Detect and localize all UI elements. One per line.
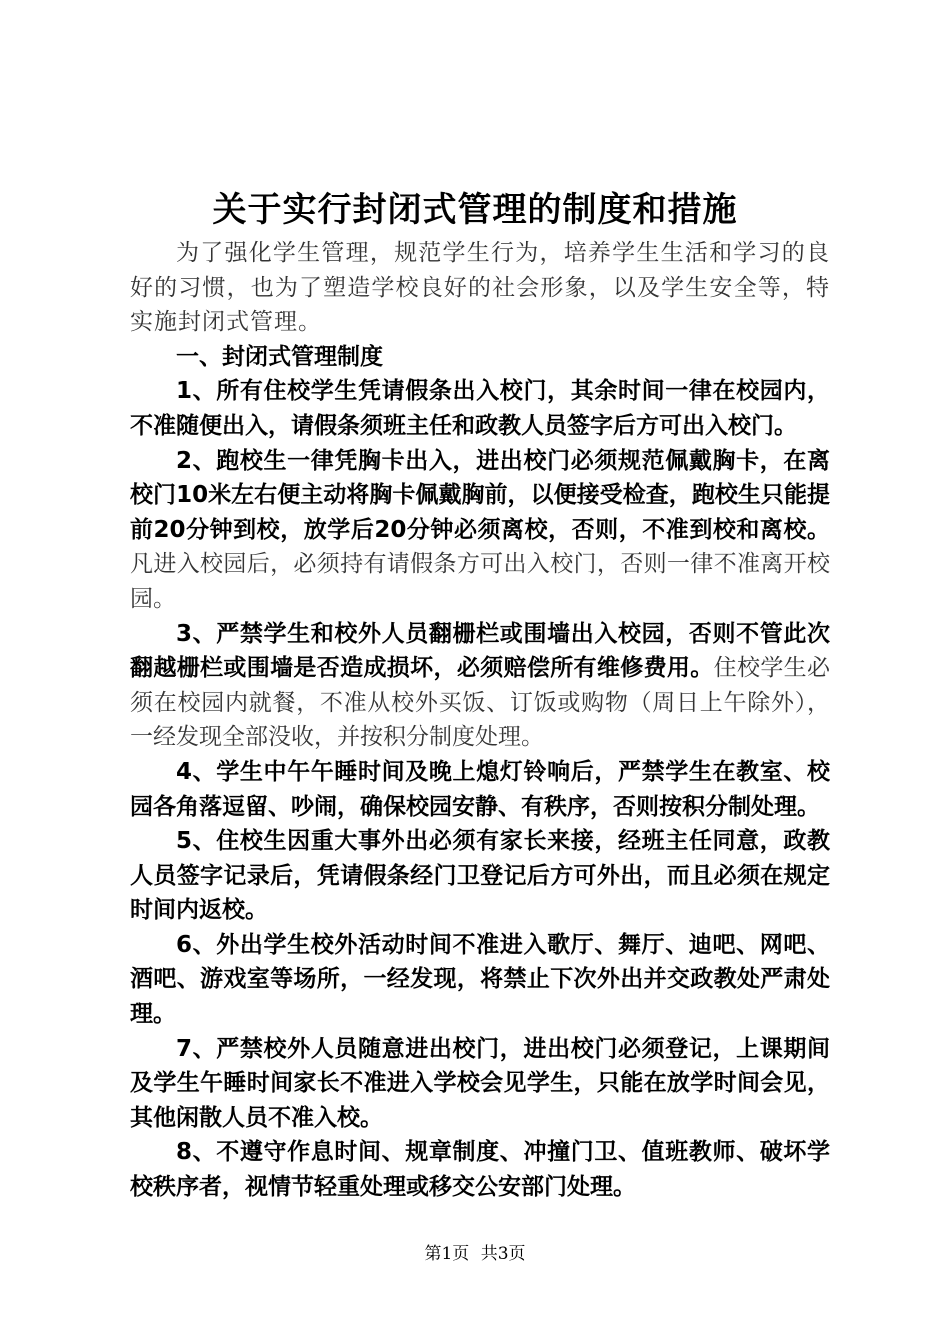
rule-paragraph-2 xyxy=(130,444,830,617)
rule-text: 1、所有住校学生凭请假条出入校门，其余时间一律在校园内，不准随便出入，请假条须班主任和政教人员签字后方可出入校门。 xyxy=(130,378,830,439)
rule-text: 8、不遵守作息时间、规章制度、冲撞门卫、值班教师、破坏学校秩序者，视情节轻重处理或移交公安部门处理。 xyxy=(130,1139,830,1201)
rule-text: 7、严禁校外人员随意进出校门，进出校门必须登记，上课期间及学生午睡时间家长不准进入学校会见学生，只能在放学时间会见，其他闲散人员不准入校。 xyxy=(130,1035,830,1131)
rule-paragraph-5 xyxy=(130,824,830,928)
rule-paragraph-1 xyxy=(130,374,830,443)
rule-paragraph-3 xyxy=(130,617,830,755)
rule-paragraph-8 xyxy=(130,1135,830,1204)
intro-paragraph: 为了强化学生管理，规范学生行为，培养学生生活和学习的良好的习惯，也为了塑造学校良好的社会形象，以及学生安全等，特实施封闭式管理。 xyxy=(130,240,830,336)
section-heading: 一、封闭式管理制度 xyxy=(176,343,383,370)
rule-paragraph-7 xyxy=(130,1032,830,1136)
rule-text: 3、严禁学生和校外人员翻栅栏或围墙出入校园，否则不管此次翻越栅栏或围墙是否造成损坏，必须赔偿所有维修费用。 xyxy=(130,620,830,682)
page-number: 第1页 xyxy=(424,1244,470,1264)
rule-text: 5、住校生因重大事外出必须有家长来接，经班主任同意，政教人员签字记录后，凭请假条经门卫登记后方可外出，而且必须在规定时间内返校。 xyxy=(130,828,830,924)
rule-paragraph-6 xyxy=(130,928,830,1032)
rule-paragraph-4 xyxy=(130,755,830,824)
rule-text: 4、学生中午午睡时间及晚上熄灯铃响后，严禁学生在教室、校园各角落逗留、吵闹，确保校园安静、有秩序，否则按积分制处理。 xyxy=(130,758,830,820)
rule-text: 2、跑校生一律凭胸卡出入，进出校门必须规范佩戴胸卡，在离校门10米左右便主动将胸卡佩戴胸前，以便接受检查，跑校生只能提前20分钟到校，放学后20分钟必须离校，否则，不准到校和离校。 xyxy=(130,447,830,543)
rule-extra-text: 凡进入校园后，必须持有请假条方可出入校门，否则一律不准离开校园。 xyxy=(130,551,830,612)
document-title: 关于实行封闭式管理的制度和措施 xyxy=(212,190,738,230)
page-total: 共3页 xyxy=(480,1244,526,1264)
page-footer xyxy=(0,1242,950,1266)
rule-text: 6、外出学生校外活动时间不准进入歌厅、舞厅、迪吧、网吧、酒吧、游戏室等场所，一经发现，将禁止下次外出并交政教处严肃处理。 xyxy=(130,931,830,1028)
rule-extra-text: 住校学生必须在校园内就餐，不准从校外买饭、订饭或购物（周日上午除外），一经发现全部没收，并按积分制度处理。 xyxy=(130,655,831,751)
document-body xyxy=(130,236,830,1205)
